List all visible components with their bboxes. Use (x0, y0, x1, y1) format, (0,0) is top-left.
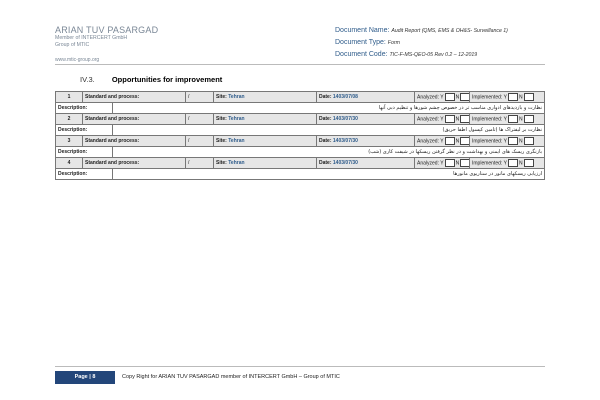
item-header-row (56, 114, 545, 125)
site-value: Tehran (228, 160, 245, 166)
site-label: Site: (216, 138, 227, 144)
date-value: 1403/07/30 (332, 116, 358, 122)
description-label: Description: (56, 169, 113, 180)
item-description-row (56, 169, 545, 180)
implemented-label: Implemented: (472, 94, 503, 101)
implemented-no-checkbox[interactable] (524, 93, 534, 101)
implemented-n-label: N (518, 138, 523, 145)
date-label: Date: (319, 116, 332, 122)
analyzed-no-checkbox[interactable] (460, 159, 469, 167)
implemented-label: Implemented: (472, 116, 503, 123)
analyzed-label: Analyzed: (417, 116, 439, 123)
standard-process-value: / (186, 92, 214, 103)
company-member: Member of INTERCERT GmbH (55, 35, 128, 41)
standard-process-value: / (186, 136, 214, 147)
analyzed-label: Analyzed: (417, 94, 439, 101)
section-heading (80, 75, 222, 84)
implemented-yes-checkbox[interactable] (508, 159, 518, 167)
standard-process-value: / (186, 114, 214, 125)
implemented-y-label: Y (503, 160, 507, 167)
standard-process-label: Standard and process: (83, 92, 186, 103)
implemented-cell (470, 158, 545, 169)
document-code-label: Document Code: (335, 51, 388, 58)
analyzed-yes-checkbox[interactable] (445, 115, 455, 123)
implemented-yes-checkbox[interactable] (508, 115, 518, 123)
item-header-row (56, 158, 545, 169)
analyzed-no-checkbox[interactable] (460, 93, 469, 101)
analyzed-label: Analyzed: (417, 160, 439, 167)
implemented-y-label: Y (503, 116, 507, 123)
site-label: Site: (216, 94, 227, 100)
analyzed-y-label: Y (440, 94, 444, 101)
analyzed-n-label: N (455, 94, 460, 101)
item-number: 2 (56, 114, 83, 125)
document-type-label: Document Type: (335, 39, 386, 46)
implemented-no-checkbox[interactable] (524, 159, 534, 167)
analyzed-n-label: N (455, 116, 460, 123)
implemented-y-label: Y (503, 138, 507, 145)
implemented-y-label: Y (503, 94, 507, 101)
company-block (55, 25, 158, 49)
document-type-value: Form (387, 40, 400, 46)
standard-process-value: / (186, 158, 214, 169)
analyzed-cell (415, 136, 470, 147)
site-label: Site: (216, 160, 227, 166)
document-name-row (335, 25, 508, 37)
date-cell (317, 158, 415, 169)
section-number: IV.3. (80, 75, 95, 84)
analyzed-no-checkbox[interactable] (460, 137, 469, 145)
implemented-label: Implemented: (472, 138, 503, 145)
date-label: Date: (319, 138, 332, 144)
implemented-no-checkbox[interactable] (524, 115, 534, 123)
analyzed-yes-checkbox[interactable] (445, 159, 455, 167)
site-cell (214, 136, 317, 147)
document-name-value: Audit Report (QMS, EMS & OH&S- Surveillance 1) (391, 28, 508, 34)
description-text: ارزیابی ریسکهای مانور در سناریوی مانورها (113, 169, 545, 180)
analyzed-yes-checkbox[interactable] (445, 137, 455, 145)
description-text: بازنگری ریسک های ایمنی و بهداشت و در نظر گرفتن ریسکها در شیفت کاری (شب) (113, 147, 545, 158)
standard-process-label: Standard and process: (83, 158, 186, 169)
document-code-row (335, 49, 508, 61)
document-type-row (335, 37, 508, 49)
copyright-text: Copy Right for ARIAN TUV PASARGAD member of INTERCERT GmbH – Group of MTIC (122, 374, 340, 380)
description-label: Description: (56, 147, 113, 158)
item-description-row (56, 125, 545, 136)
site-cell (214, 158, 317, 169)
description-text: نظارت و بازدیدهای ادواری مناسب تر در خصوص چشم شورها و تنظیم دبی آنها (113, 103, 545, 114)
description-label: Description: (56, 103, 113, 114)
analyzed-yes-checkbox[interactable] (445, 93, 455, 101)
implemented-label: Implemented: (472, 160, 503, 167)
analyzed-label: Analyzed: (417, 138, 439, 145)
implemented-yes-checkbox[interactable] (508, 137, 518, 145)
site-value: Tehran (228, 116, 245, 122)
item-description-row (56, 147, 545, 158)
item-number: 1 (56, 92, 83, 103)
site-cell (214, 92, 317, 103)
footer-divider (55, 366, 545, 367)
site-cell (214, 114, 317, 125)
site-label: Site: (216, 116, 227, 122)
website-link[interactable]: www.mtic-group.org (55, 57, 100, 63)
implemented-cell (470, 92, 545, 103)
item-number: 3 (56, 136, 83, 147)
description-text: نظارت بر لیفتراک ها (تامین کپسول اطفا حریق) (113, 125, 545, 136)
analyzed-cell (415, 158, 470, 169)
implemented-yes-checkbox[interactable] (508, 93, 518, 101)
date-label: Date: (319, 94, 332, 100)
item-description-row (56, 103, 545, 114)
date-value: 1403/07/30 (332, 138, 358, 144)
implemented-n-label: N (518, 160, 523, 167)
page-number: Page | 8 (55, 371, 115, 384)
document-code-value: TIC-F-MS-QEO-05 Rev 0.2 – 12-2019 (389, 52, 478, 58)
date-value: 1403/07/30 (332, 160, 358, 166)
date-cell (317, 136, 415, 147)
item-number: 4 (56, 158, 83, 169)
analyzed-no-checkbox[interactable] (460, 115, 469, 123)
implemented-n-label: N (518, 94, 523, 101)
implemented-cell (470, 136, 545, 147)
date-cell (317, 114, 415, 125)
header-divider (55, 64, 545, 65)
date-value: 1403/07/08 (332, 94, 358, 100)
section-title: Opportunities for improvement (111, 75, 223, 84)
analyzed-cell (415, 114, 470, 125)
site-value: Tehran (228, 94, 245, 100)
analyzed-y-label: Y (440, 160, 444, 167)
opportunities-table (55, 91, 545, 180)
item-header-row (56, 136, 545, 147)
site-value: Tehran (228, 138, 245, 144)
standard-process-label: Standard and process: (83, 136, 186, 147)
implemented-n-label: N (518, 116, 523, 123)
document-name-label: Document Name: (335, 27, 390, 34)
item-header-row (56, 92, 545, 103)
company-group: Group of MTIC (55, 42, 90, 48)
document-info (335, 25, 508, 61)
analyzed-y-label: Y (440, 138, 444, 145)
date-label: Date: (319, 160, 332, 166)
analyzed-y-label: Y (440, 116, 444, 123)
date-cell (317, 92, 415, 103)
description-label: Description: (56, 125, 113, 136)
implemented-cell (470, 114, 545, 125)
standard-process-label: Standard and process: (83, 114, 186, 125)
company-name: ARIAN TUV PASARGAD (55, 25, 159, 35)
analyzed-n-label: N (455, 138, 460, 145)
analyzed-cell (415, 92, 470, 103)
implemented-no-checkbox[interactable] (524, 137, 534, 145)
analyzed-n-label: N (455, 160, 460, 167)
